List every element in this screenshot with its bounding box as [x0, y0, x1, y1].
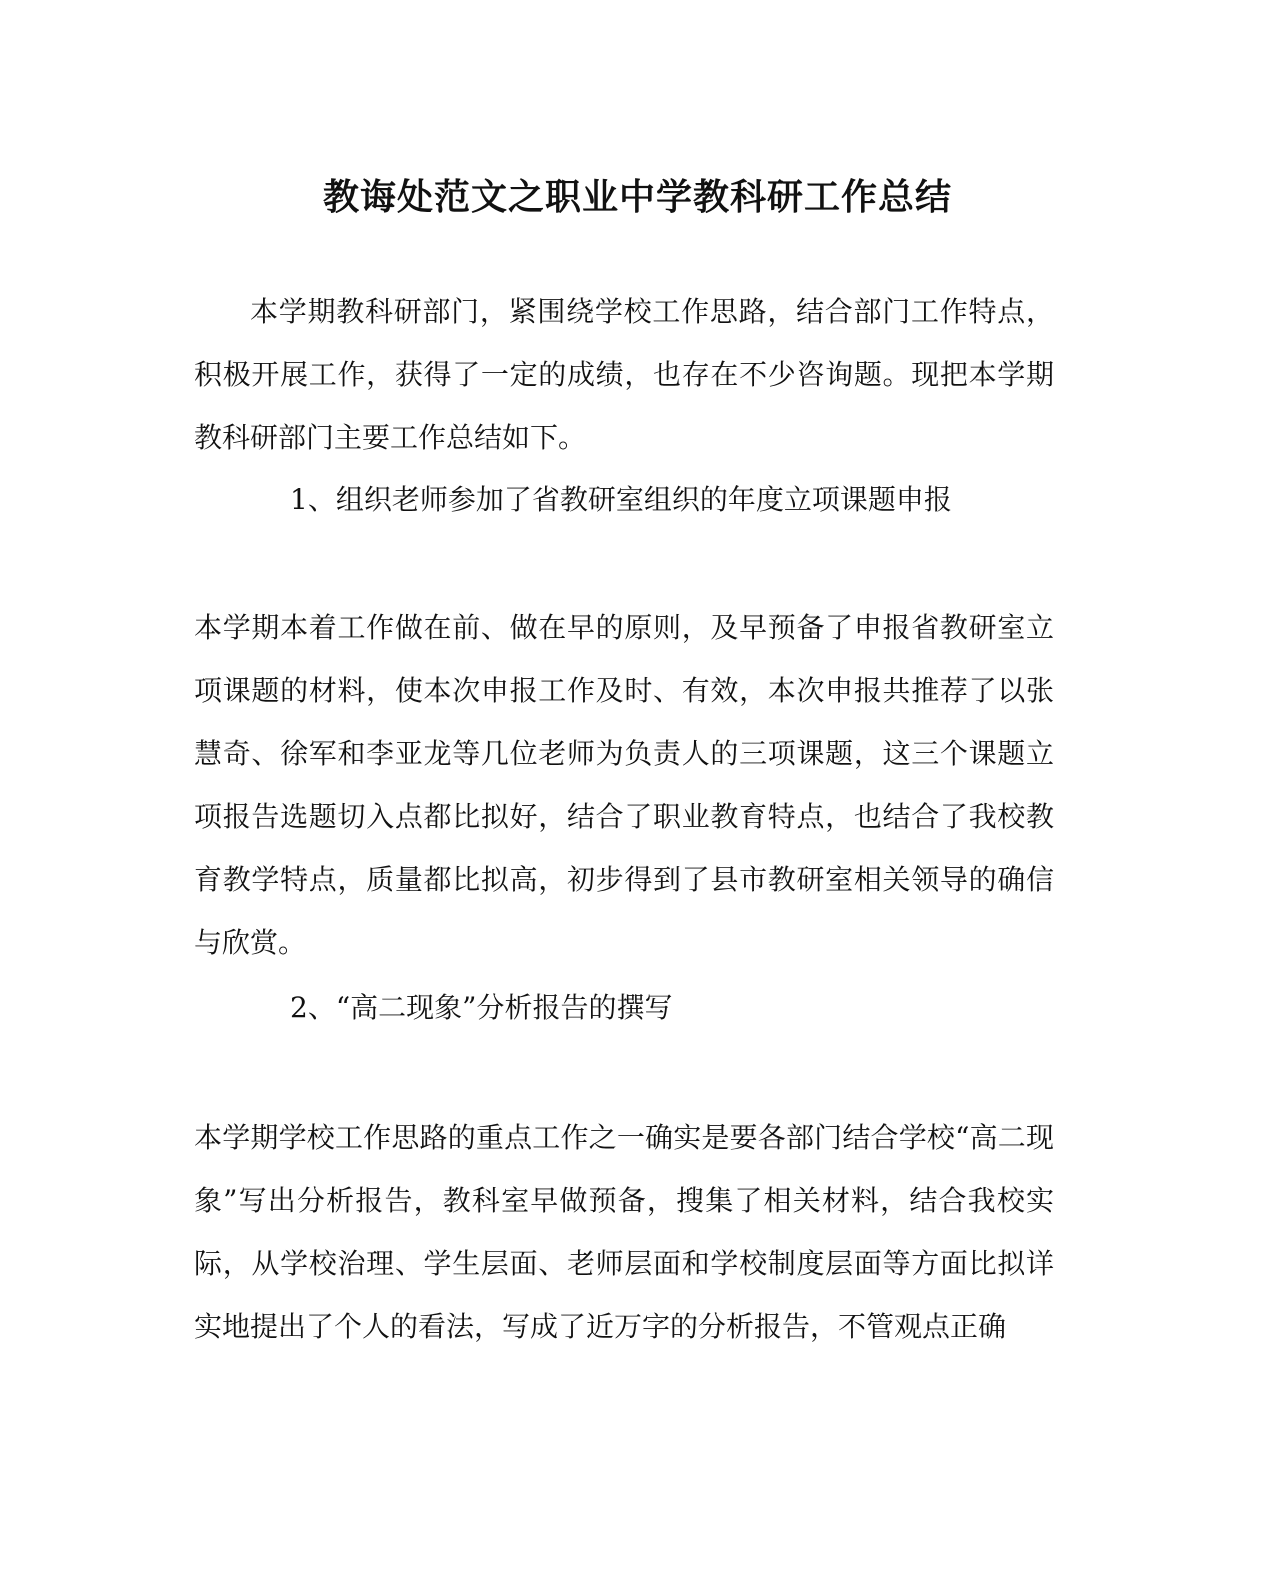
section-heading-1: 1、组织老师参加了省教研室组织的年度立项课题申报: [290, 483, 952, 516]
section-2-paragraph: 本学期学校工作思路的重点工作之一确实是要各部门结合学校“高二现象”写出分析报告，教科室早做预备，搜集了相关材料，结合我校实际，从学校治理、学生层面、老师层面和学校制度层面等方面比拟详实地提出了个人的看法，写成了近万字的分析报告，不管观点正确: [194, 1121, 1054, 1343]
intro-paragraph: 本学期教科研部门，紧围绕学校工作思路，结合部门工作特点，积极开展工作，获得了一定的成绩，也存在不少咨询题。现把本学期教科研部门主要工作总结如下。: [194, 295, 1054, 454]
section-heading-2: 2、“高二现象”分析报告的撰写: [290, 991, 673, 1024]
document-title: 教诲处范文之职业中学教科研工作总结: [322, 176, 952, 218]
section-1-paragraph: 本学期本着工作做在前、做在早的原则，及早预备了申报省教研室立项课题的材料，使本次申报工作及时、有效，本次申报共推荐了以张慧奇、徐军和李亚龙等几位老师为负责人的三项课题，这三个课题立项报告选题切入点都比拟好，结合了职业教育特点，也结合了我校教育教学特点，质量都比拟高，初步得到了县市教研室相关领导的确信与欣赏。: [194, 611, 1054, 959]
